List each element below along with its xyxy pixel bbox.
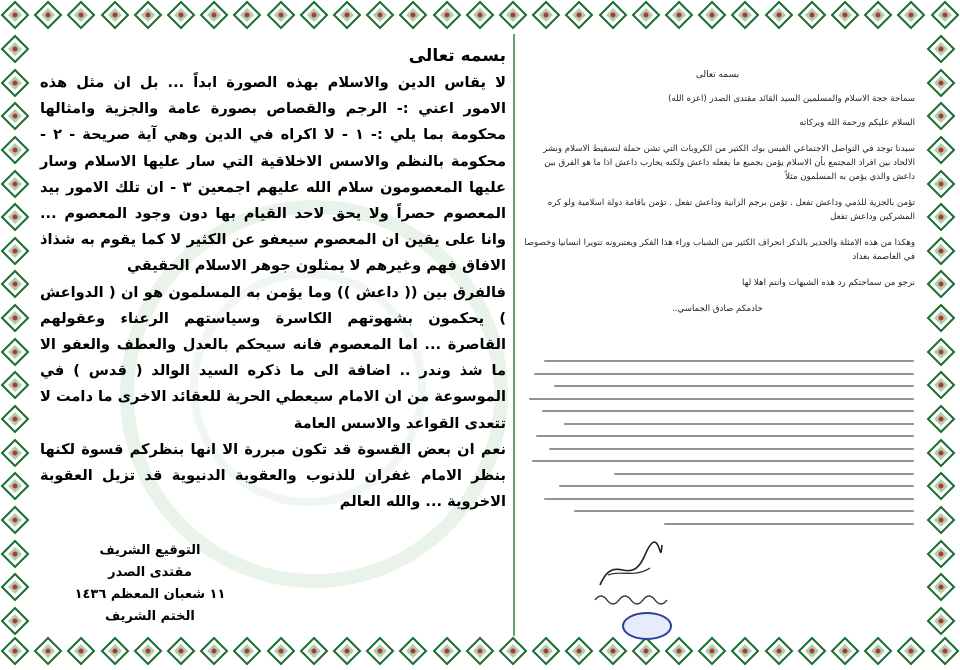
signature-line-4: الختم الشريف — [105, 609, 195, 624]
border-ornament-icon — [863, 636, 893, 666]
letter-paragraph-1: سيدنا توجد في التواصل الاجتماعي الفيس بوك الكثير من الكروبات التي تشن حملة لتسقيط الاسلام ونشر الالحاد بين افراد المجتمع بأن الاسلام يؤمن بجميع ما يفعله داعش ولكنه يحارب داعش اذا ما هو الفرق بين داعش والذي يؤمن به المسلمون مثلاً — [543, 144, 915, 182]
border-ornament-icon — [332, 636, 362, 666]
scanned-letter-panel — [520, 70, 915, 316]
border-ornament-icon — [730, 0, 760, 30]
border-ornament-icon — [926, 269, 956, 299]
border-ornament-icon — [926, 404, 956, 434]
border-ornament-icon — [498, 636, 528, 666]
border-ornament-icon — [564, 0, 594, 30]
border-ornament-icon — [664, 636, 694, 666]
border-ornament-icon — [0, 135, 30, 165]
signature-line-1: التوقيع الشريف — [99, 543, 201, 558]
border-ornament-icon — [564, 636, 594, 666]
border-ornament-icon — [0, 269, 30, 299]
border-ornament-icon — [926, 303, 956, 333]
ornamental-border-right — [926, 34, 960, 636]
border-ornament-icon — [697, 0, 727, 30]
border-ornament-icon — [764, 0, 794, 30]
border-ornament-icon — [926, 236, 956, 266]
border-ornament-icon — [926, 471, 956, 501]
border-ornament-icon — [0, 169, 30, 199]
border-ornament-icon — [33, 0, 63, 30]
border-ornament-icon — [631, 636, 661, 666]
border-ornament-icon — [926, 505, 956, 535]
letter-basmala: بسمه تعالى — [695, 70, 740, 80]
border-ornament-icon — [299, 636, 329, 666]
border-ornament-icon — [926, 337, 956, 367]
handwritten-text-line — [559, 485, 914, 487]
border-ornament-icon — [199, 636, 229, 666]
border-ornament-icon — [100, 636, 130, 666]
handwritten-text-line — [544, 360, 914, 362]
border-ornament-icon — [133, 0, 163, 30]
border-ornament-icon — [232, 636, 262, 666]
signature-line-2: مقتدى الصدر — [108, 565, 192, 580]
border-ornament-icon — [498, 0, 528, 30]
border-ornament-icon — [299, 0, 329, 30]
border-ornament-icon — [863, 0, 893, 30]
border-ornament-icon — [232, 0, 262, 30]
border-ornament-icon — [926, 169, 956, 199]
handwritten-text-line — [554, 385, 914, 387]
border-ornament-icon — [266, 636, 296, 666]
border-ornament-icon — [0, 438, 30, 468]
border-ornament-icon — [830, 0, 860, 30]
border-ornament-icon — [598, 636, 628, 666]
border-ornament-icon — [465, 636, 495, 666]
border-ornament-icon — [0, 539, 30, 569]
border-ornament-icon — [531, 0, 561, 30]
border-ornament-icon — [926, 101, 956, 131]
border-ornament-icon — [926, 539, 956, 569]
reply-signature-block — [70, 540, 230, 628]
border-ornament-icon — [0, 337, 30, 367]
border-ornament-icon — [0, 0, 30, 30]
border-ornament-icon — [0, 606, 30, 636]
border-ornament-icon — [598, 0, 628, 30]
official-seal-stamp — [622, 612, 672, 640]
handwritten-text-line — [544, 498, 914, 500]
reply-paragraph-2: فالفرق بين (( داعش )) وما يؤمن به المسلمون هو ان ( الدواعش ) يحكمون بشهوتهم الكاسرة وسياستهم الرعناء وعقولهم القاصرة ... اما المعصوم فانه سيحكم بالعدل والعطف والعفو الا ما شذ وندر .. اضافة الى ما ذكره السيد الوالد ( قدس ) في الموسوعة من ان الامام سيعطي الحرية للعقائد الاخرى ما دامت لا تتعدى القواعد والاسس العامة — [40, 283, 506, 432]
border-ornament-icon — [0, 505, 30, 535]
border-ornament-icon — [0, 636, 30, 666]
border-ornament-icon — [797, 0, 827, 30]
border-ornament-icon — [926, 572, 956, 602]
reply-body — [40, 70, 506, 515]
border-ornament-icon — [930, 636, 960, 666]
border-ornament-icon — [365, 636, 395, 666]
border-ornament-icon — [0, 404, 30, 434]
letter-address: سماحة حجة الاسلام والمسلمين السيد القائد مقتدى الصدر (اعزه الله) — [668, 94, 915, 104]
letter-paragraph-2: تؤمن بالجزية للذمي وداعش تفعل . تؤمن برجم الزانية وداعش تفعل . تؤمن باقامة دولة اسلامية ولو كره المشركين وداعش تفعل — [547, 198, 915, 222]
border-ornament-icon — [432, 636, 462, 666]
letter-greeting: السلام عليكم ورحمة الله وبركاته — [799, 118, 915, 128]
border-ornament-icon — [764, 636, 794, 666]
border-ornament-icon — [398, 636, 428, 666]
handwritten-text-line — [564, 423, 914, 425]
border-ornament-icon — [926, 606, 956, 636]
letter-paragraph-3: وهكذا من هذه الامثلة والجدير بالذكر انحراف الكثير من الشباب وراء هذا الفكر ويعتبرونه تنويرا انسانيا وخصوصا في العاصمة بغداد — [524, 238, 915, 262]
handwritten-text-line — [529, 398, 914, 400]
panel-divider — [513, 34, 515, 636]
border-ornament-icon — [0, 303, 30, 333]
border-ornament-icon — [797, 636, 827, 666]
letter-paragraph-4: نرجو من سماحتكم رد هذه الشبهات وانتم اهلا لها — [742, 278, 915, 288]
letter-closing: خادمكم صادق الجماسي.. — [672, 304, 763, 314]
reply-paragraph-1: لا يقاس الدين والاسلام بهذه الصورة ابداً ... بل ان مثل هذه الامور اعني :- الرجم والقصاص بصورة عامة والجزية وامثالها محكومة بما يلي :- ١ - لا اكراه في الدين وهي آية صريحة - ٢ - محكومة بالنظم والاسس الاخلاقية التي سار عليها الاسلام وسار عليها المعصومون سلام الله عليهم اجمعين ٣ - ان تلك الامور بيد المعصوم حصراً ولا يحق لاحد القيام بها دون وجود المعصوم ... وانا على يقين ان المعصوم سيعفو عن الكثير لا كما يقوم به شذاذ الافاق فهم وغيرهم لا يمثلون جوهر الاسلام الحقيقي — [40, 74, 506, 275]
border-ornament-icon — [66, 636, 96, 666]
handwritten-date — [590, 590, 680, 606]
border-ornament-icon — [398, 0, 428, 30]
handwritten-text-line — [549, 448, 914, 450]
border-ornament-icon — [926, 370, 956, 400]
border-ornament-icon — [166, 0, 196, 30]
border-ornament-icon — [133, 636, 163, 666]
border-ornament-icon — [926, 135, 956, 165]
border-ornament-icon — [926, 202, 956, 232]
border-ornament-icon — [0, 471, 30, 501]
border-ornament-icon — [33, 636, 63, 666]
border-ornament-icon — [926, 68, 956, 98]
border-ornament-icon — [66, 0, 96, 30]
handwritten-text-line — [614, 473, 914, 475]
border-ornament-icon — [531, 636, 561, 666]
handwritten-text-line — [574, 510, 914, 512]
border-ornament-icon — [930, 0, 960, 30]
border-ornament-icon — [830, 636, 860, 666]
border-ornament-icon — [332, 0, 362, 30]
ornamental-border-top — [0, 0, 960, 34]
handwritten-text-line — [532, 460, 914, 462]
border-ornament-icon — [896, 0, 926, 30]
border-ornament-icon — [0, 101, 30, 131]
handwritten-text-line — [536, 435, 914, 437]
signature-line-3: ١١ شعبان المعظم ١٤٣٦ — [74, 587, 226, 602]
reply-basmala: بسمه تعالى — [408, 46, 506, 66]
border-ornament-icon — [631, 0, 661, 30]
ornamental-border-bottom — [0, 636, 960, 670]
border-ornament-icon — [199, 0, 229, 30]
border-ornament-icon — [100, 0, 130, 30]
reply-text-panel — [40, 46, 506, 515]
border-ornament-icon — [0, 34, 30, 64]
border-ornament-icon — [926, 438, 956, 468]
border-ornament-icon — [432, 0, 462, 30]
border-ornament-icon — [926, 34, 956, 64]
border-ornament-icon — [896, 636, 926, 666]
handwritten-text-line — [542, 410, 914, 412]
border-ornament-icon — [0, 572, 30, 602]
border-ornament-icon — [730, 636, 760, 666]
border-ornament-icon — [0, 236, 30, 266]
reply-paragraph-3: نعم ان بعض القسوة قد تكون مبررة الا انها بنظركم قسوة لكنها بنظر الامام غفران للذنوب والعقوبة الدنيوية قد تزيل العقوبة الاخروية ... والله العالم — [40, 440, 506, 511]
border-ornament-icon — [266, 0, 296, 30]
handwritten-text-line — [534, 373, 914, 375]
border-ornament-icon — [166, 636, 196, 666]
border-ornament-icon — [697, 636, 727, 666]
border-ornament-icon — [0, 370, 30, 400]
border-ornament-icon — [0, 202, 30, 232]
handwritten-text-line — [664, 523, 914, 525]
border-ornament-icon — [365, 0, 395, 30]
ornamental-border-left — [0, 34, 34, 636]
border-ornament-icon — [664, 0, 694, 30]
handwritten-reply-scan — [524, 352, 914, 532]
border-ornament-icon — [0, 68, 30, 98]
border-ornament-icon — [465, 0, 495, 30]
